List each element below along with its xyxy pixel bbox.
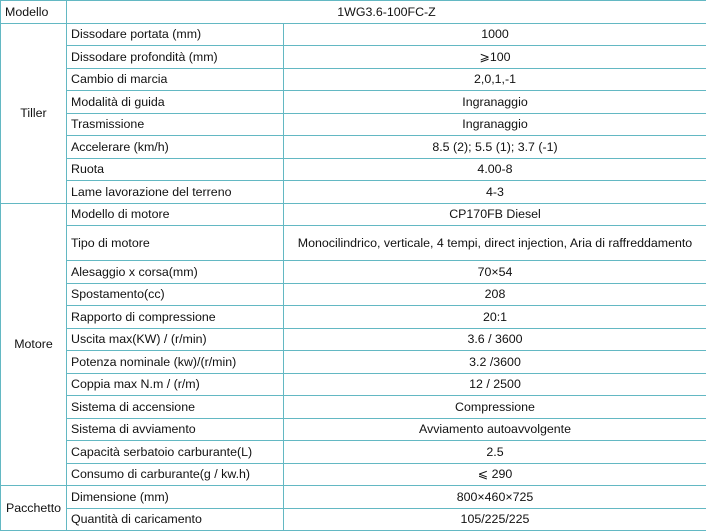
table-row	[1, 283, 706, 306]
spec-value: Monocilindrico, verticale, 4 tempi, direct injection, Aria di raffreddamento	[284, 226, 706, 261]
spec-label: Dissodare portata (mm)	[67, 23, 284, 46]
spec-label: Modalità di guida	[67, 91, 284, 114]
table-row	[1, 486, 706, 509]
spec-label: Capacità serbatoio carburante(L)	[67, 441, 284, 464]
spec-label: Quantità di caricamento	[67, 508, 284, 531]
spec-label: Coppia max N.m / (r/m)	[67, 373, 284, 396]
spec-label: Sistema di accensione	[67, 396, 284, 419]
table-row	[1, 46, 706, 69]
spec-value: CP170FB Diesel	[284, 203, 706, 226]
spec-value: ⩽ 290	[284, 463, 706, 486]
spec-value: 2.5	[284, 441, 706, 464]
spec-label: Rapporto di compressione	[67, 306, 284, 329]
table-row	[1, 328, 706, 351]
table-row	[1, 261, 706, 284]
model-row	[1, 1, 706, 24]
spec-label: Sistema di avviamento	[67, 418, 284, 441]
spec-value: 8.5 (2); 5.5 (1); 3.7 (-1)	[284, 136, 706, 159]
spec-value: 3.2 /3600	[284, 351, 706, 374]
spec-label: Lame lavorazione del terreno	[67, 181, 284, 204]
spec-value: 20:1	[284, 306, 706, 329]
table-row	[1, 418, 706, 441]
table-row	[1, 113, 706, 136]
spec-value: Ingranaggio	[284, 91, 706, 114]
table-row	[1, 441, 706, 464]
group-motore: Motore	[1, 203, 67, 486]
group-pacchetto: Pacchetto	[1, 486, 67, 531]
spec-label: Modello di motore	[67, 203, 284, 226]
spec-value: 4-3	[284, 181, 706, 204]
spec-label: Accelerare (km/h)	[67, 136, 284, 159]
spec-value: Ingranaggio	[284, 113, 706, 136]
spec-value: 800×460×725	[284, 486, 706, 509]
spec-value: 3.6 / 3600	[284, 328, 706, 351]
table-row	[1, 463, 706, 486]
spec-value: 70×54	[284, 261, 706, 284]
table-row	[1, 136, 706, 159]
spec-label: Alesaggio x corsa(mm)	[67, 261, 284, 284]
spec-label: Tipo di motore	[67, 226, 284, 261]
table-row	[1, 396, 706, 419]
table-row	[1, 306, 706, 329]
table-row	[1, 203, 706, 226]
spec-value: 4.00-8	[284, 158, 706, 181]
table-row	[1, 158, 706, 181]
spec-label: Uscita max(KW) / (r/min)	[67, 328, 284, 351]
spec-label: Spostamento(cc)	[67, 283, 284, 306]
table-row	[1, 508, 706, 531]
table-row	[1, 373, 706, 396]
table-row	[1, 226, 706, 261]
spec-value: 1000	[284, 23, 706, 46]
spec-label: Potenza nominale (kw)/(r/min)	[67, 351, 284, 374]
spec-value: 208	[284, 283, 706, 306]
table-row	[1, 91, 706, 114]
table-row	[1, 351, 706, 374]
table-row	[1, 68, 706, 91]
model-value: 1WG3.6-100FC-Z	[67, 1, 706, 24]
spec-label: Dissodare profondità (mm)	[67, 46, 284, 69]
spec-label: Consumo di carburante(g / kw.h)	[67, 463, 284, 486]
spec-value: ⩾100	[284, 46, 706, 69]
spec-value: 105/225/225	[284, 508, 706, 531]
spec-value: 12 / 2500	[284, 373, 706, 396]
spec-label: Ruota	[67, 158, 284, 181]
spec-label: Dimensione (mm)	[67, 486, 284, 509]
spec-value: 2,0,1,-1	[284, 68, 706, 91]
spec-value: Compressione	[284, 396, 706, 419]
spec-value: Avviamento autoavvolgente	[284, 418, 706, 441]
table-row	[1, 181, 706, 204]
group-tiller: Tiller	[1, 23, 67, 203]
model-label: Modello	[1, 1, 67, 24]
spec-label: Cambio di marcia	[67, 68, 284, 91]
spec-label: Trasmissione	[67, 113, 284, 136]
table-row	[1, 23, 706, 46]
